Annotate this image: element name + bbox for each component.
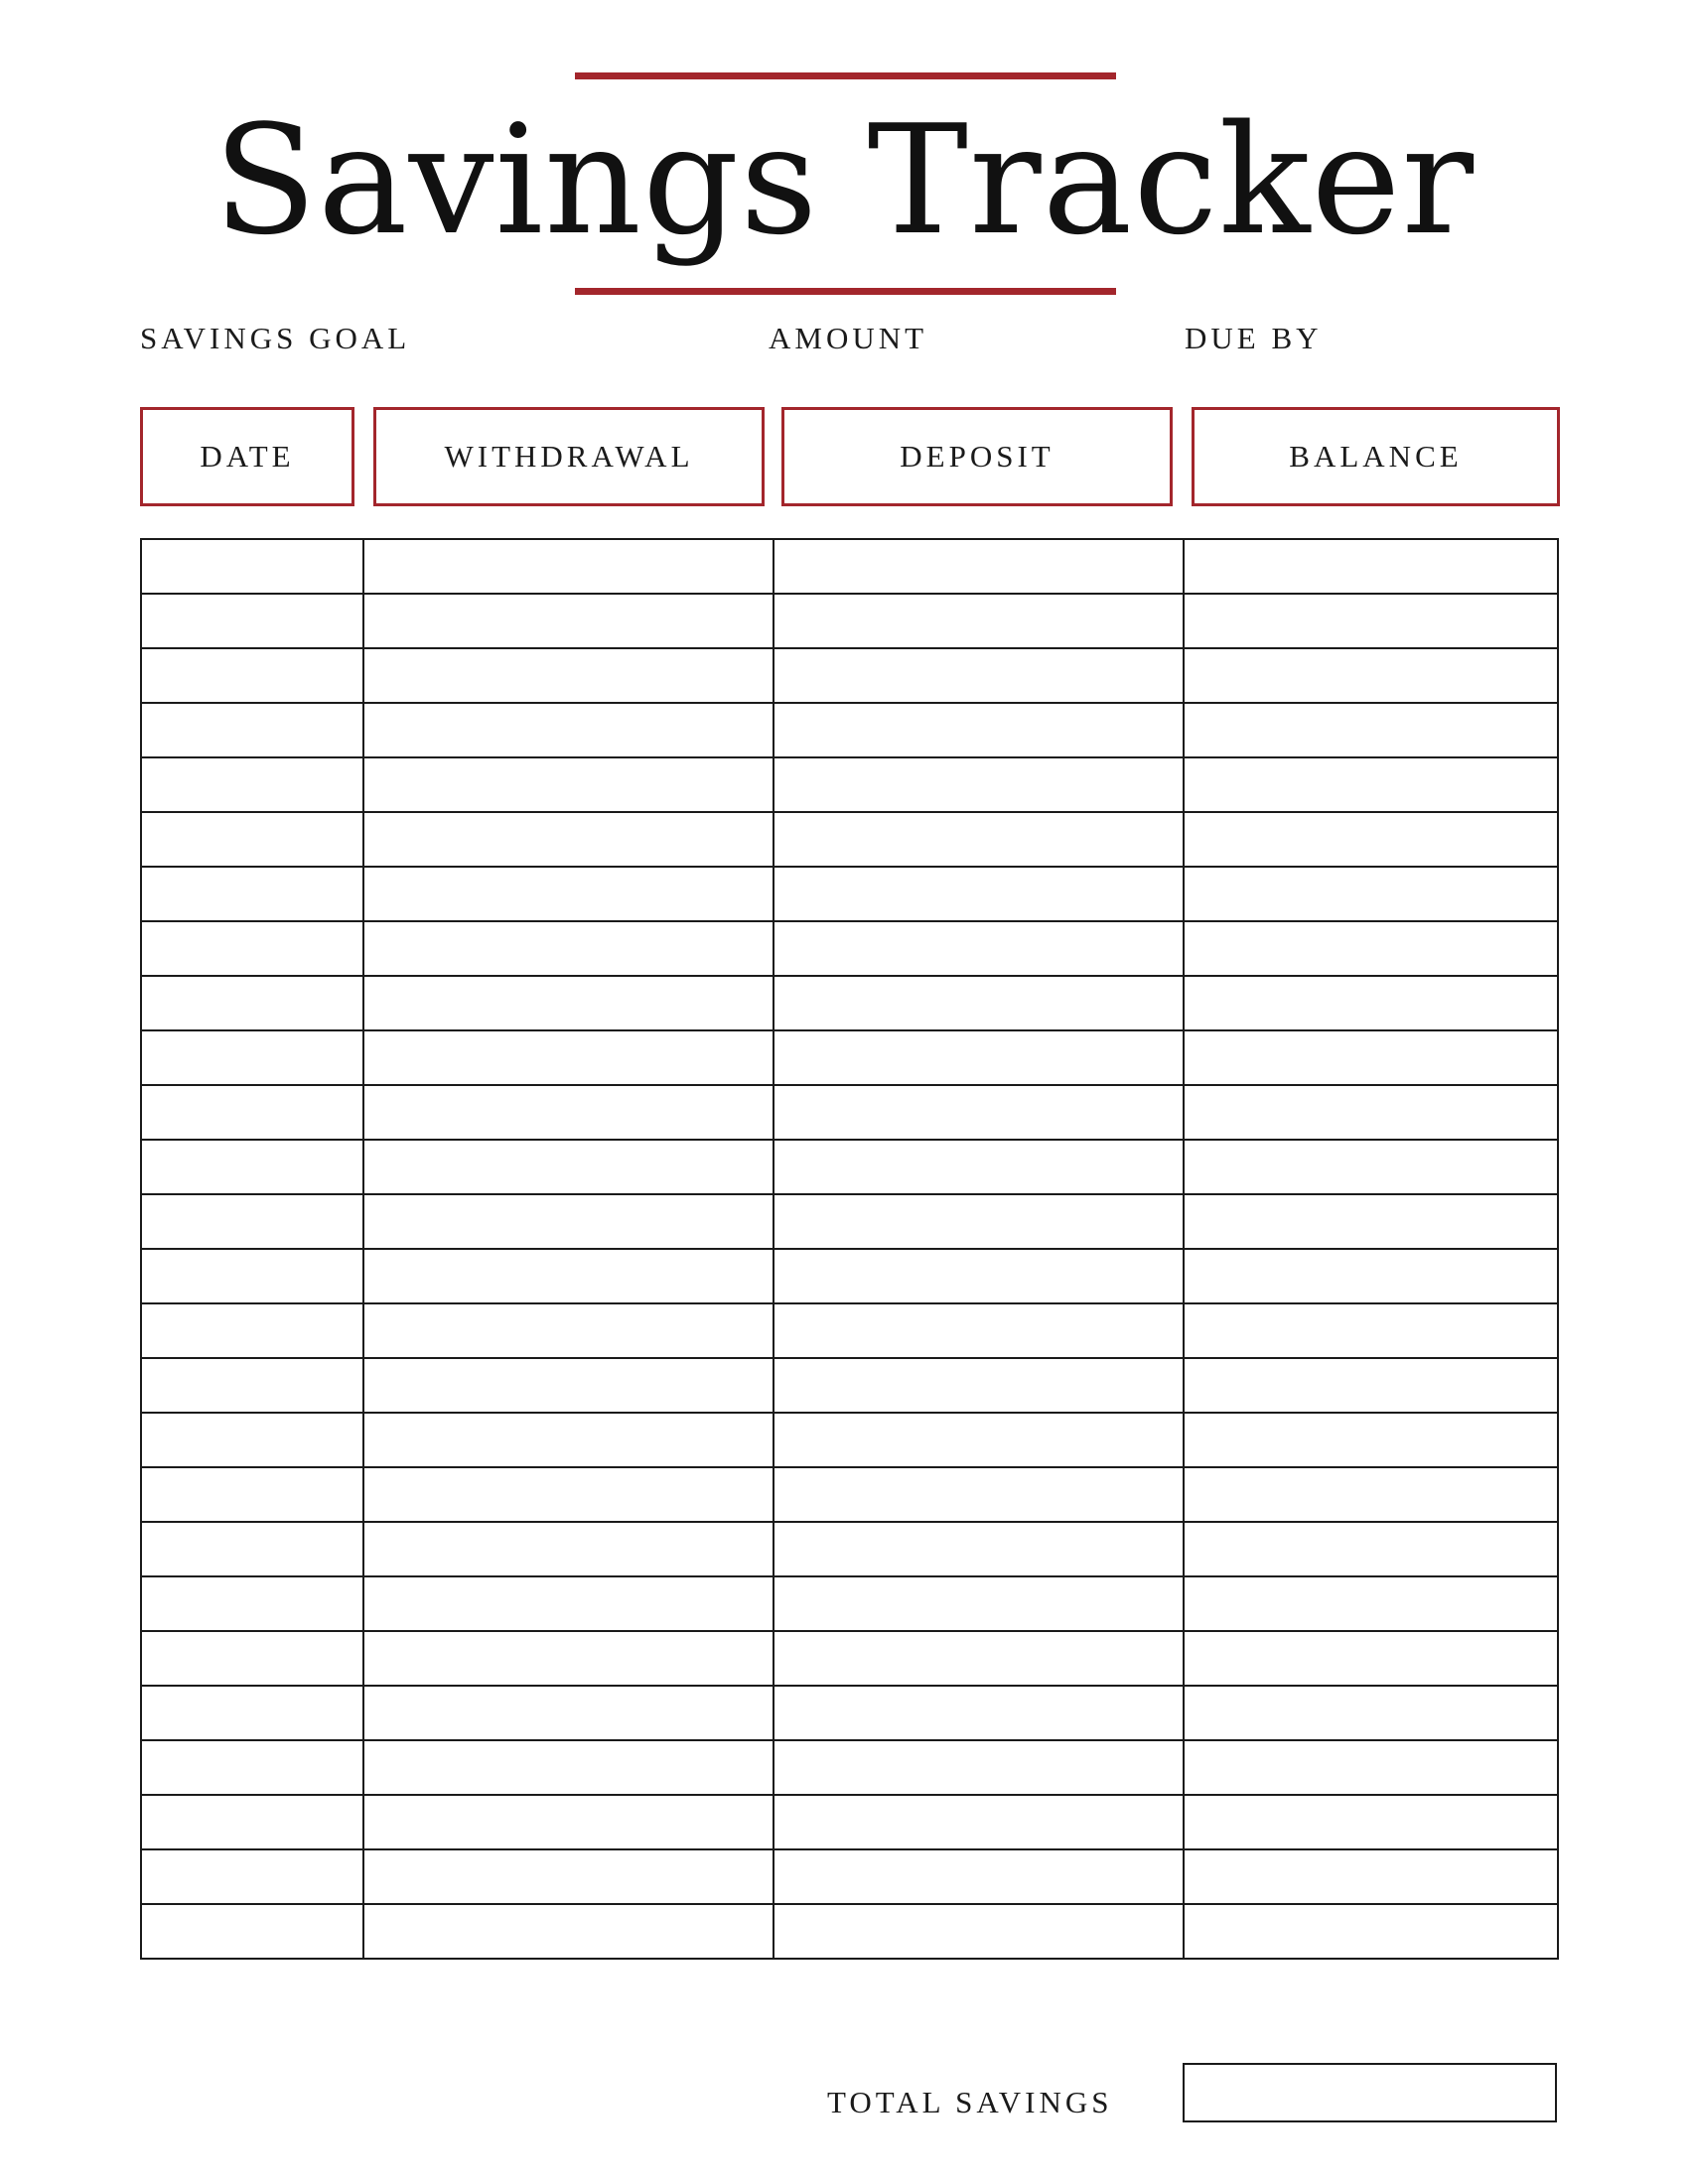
balance-cell[interactable] [1184,1522,1558,1576]
date-cell[interactable] [141,1576,363,1631]
balance-cell[interactable] [1184,703,1558,757]
withdrawal-cell[interactable] [363,1194,774,1249]
amount-label: AMOUNT [769,321,928,355]
deposit-cell[interactable] [774,703,1184,757]
withdrawal-cell[interactable] [363,1849,774,1904]
table-row [141,1576,1558,1631]
date-cell[interactable] [141,1631,363,1686]
table-row [141,1467,1558,1522]
deposit-cell[interactable] [774,1249,1184,1303]
withdrawal-cell[interactable] [363,1303,774,1358]
deposit-cell[interactable] [774,921,1184,976]
withdrawal-cell[interactable] [363,703,774,757]
withdrawal-cell[interactable] [363,1413,774,1467]
date-cell[interactable] [141,867,363,921]
date-cell[interactable] [141,812,363,867]
column-header-balance: BALANCE [1192,407,1560,506]
date-cell[interactable] [141,976,363,1030]
deposit-cell[interactable] [774,1140,1184,1194]
deposit-cell[interactable] [774,1303,1184,1358]
balance-cell[interactable] [1184,539,1558,594]
ledger-body [141,539,1558,1959]
deposit-cell[interactable] [774,1576,1184,1631]
table-row [141,1249,1558,1303]
table-row [141,867,1558,921]
date-cell[interactable] [141,648,363,703]
date-cell[interactable] [141,1030,363,1085]
date-cell[interactable] [141,1904,363,1959]
balance-cell[interactable] [1184,1631,1558,1686]
table-row [141,1140,1558,1194]
balance-cell[interactable] [1184,594,1558,648]
balance-cell[interactable] [1184,976,1558,1030]
balance-cell[interactable] [1184,1413,1558,1467]
date-cell[interactable] [141,1740,363,1795]
table-row [141,1413,1558,1467]
balance-cell[interactable] [1184,1358,1558,1413]
deposit-cell[interactable] [774,539,1184,594]
withdrawal-cell[interactable] [363,1140,774,1194]
balance-cell[interactable] [1184,1194,1558,1249]
deposit-cell[interactable] [774,1413,1184,1467]
table-row [141,1030,1558,1085]
due-by-label: DUE BY [1185,321,1323,355]
withdrawal-cell[interactable] [363,1358,774,1413]
total-savings-label: TOTAL SAVINGS [827,2085,1113,2119]
table-row [141,1740,1558,1795]
withdrawal-cell[interactable] [363,976,774,1030]
withdrawal-cell[interactable] [363,1740,774,1795]
deposit-cell[interactable] [774,1522,1184,1576]
deposit-cell[interactable] [774,1085,1184,1140]
deposit-cell[interactable] [774,594,1184,648]
deposit-cell[interactable] [774,1686,1184,1740]
balance-cell[interactable] [1184,1467,1558,1522]
balance-cell[interactable] [1184,1030,1558,1085]
table-row [141,1795,1558,1849]
deposit-cell[interactable] [774,867,1184,921]
table-row [141,594,1558,648]
date-cell[interactable] [141,594,363,648]
table-row [141,1358,1558,1413]
date-cell[interactable] [141,1849,363,1904]
table-row [141,1631,1558,1686]
date-cell[interactable] [141,1467,363,1522]
deposit-cell[interactable] [774,1194,1184,1249]
withdrawal-cell[interactable] [363,812,774,867]
balance-cell[interactable] [1184,1849,1558,1904]
balance-cell[interactable] [1184,1740,1558,1795]
withdrawal-cell[interactable] [363,1467,774,1522]
deposit-cell[interactable] [774,757,1184,812]
balance-cell[interactable] [1184,648,1558,703]
deposit-cell[interactable] [774,1030,1184,1085]
date-cell[interactable] [141,1795,363,1849]
withdrawal-cell[interactable] [363,539,774,594]
withdrawal-cell[interactable] [363,1522,774,1576]
balance-cell[interactable] [1184,812,1558,867]
deposit-cell[interactable] [774,1904,1184,1959]
balance-cell[interactable] [1184,1085,1558,1140]
table-row [141,703,1558,757]
deposit-cell[interactable] [774,648,1184,703]
withdrawal-cell[interactable] [363,1085,774,1140]
withdrawal-cell[interactable] [363,1686,774,1740]
withdrawal-cell[interactable] [363,1795,774,1849]
balance-cell[interactable] [1184,1249,1558,1303]
table-row [141,1686,1558,1740]
date-cell[interactable] [141,921,363,976]
table-row [141,1303,1558,1358]
balance-cell[interactable] [1184,1795,1558,1849]
withdrawal-cell[interactable] [363,921,774,976]
date-cell[interactable] [141,1085,363,1140]
date-cell[interactable] [141,539,363,594]
deposit-cell[interactable] [774,976,1184,1030]
withdrawal-cell[interactable] [363,757,774,812]
date-cell[interactable] [141,757,363,812]
balance-cell[interactable] [1184,921,1558,976]
withdrawal-cell[interactable] [363,1030,774,1085]
deposit-cell[interactable] [774,1631,1184,1686]
table-row [141,1194,1558,1249]
table-row [141,812,1558,867]
total-savings-cell[interactable] [1183,2063,1557,2122]
savings-goal-label: SAVINGS GOAL [140,321,411,355]
balance-cell[interactable] [1184,1576,1558,1631]
withdrawal-cell[interactable] [363,867,774,921]
balance-cell[interactable] [1184,867,1558,921]
date-cell[interactable] [141,1194,363,1249]
deposit-cell[interactable] [774,812,1184,867]
balance-cell[interactable] [1184,1904,1558,1959]
deposit-cell[interactable] [774,1849,1184,1904]
page-title: Savings Tracker [212,92,1476,268]
date-cell[interactable] [141,1522,363,1576]
balance-cell[interactable] [1184,1686,1558,1740]
balance-cell[interactable] [1184,1140,1558,1194]
table-row [141,1904,1558,1959]
date-cell[interactable] [141,1358,363,1413]
table-row [141,648,1558,703]
balance-cell[interactable] [1184,1303,1558,1358]
withdrawal-cell[interactable] [363,648,774,703]
date-cell[interactable] [141,703,363,757]
deposit-cell[interactable] [774,1467,1184,1522]
title-top-rule [575,72,1116,79]
table-row [141,1522,1558,1576]
table-row [141,757,1558,812]
ledger-table [140,538,1559,1960]
date-cell[interactable] [141,1249,363,1303]
date-cell[interactable] [141,1413,363,1467]
withdrawal-cell[interactable] [363,1631,774,1686]
date-cell[interactable] [141,1140,363,1194]
deposit-cell[interactable] [774,1358,1184,1413]
table-row [141,921,1558,976]
table-row [141,1849,1558,1904]
date-cell[interactable] [141,1303,363,1358]
title-bottom-rule [575,288,1116,295]
column-header-deposit: DEPOSIT [781,407,1173,506]
column-header-date: DATE [140,407,354,506]
balance-cell[interactable] [1184,757,1558,812]
withdrawal-cell[interactable] [363,1576,774,1631]
column-header-withdrawal: WITHDRAWAL [373,407,765,506]
table-row [141,1085,1558,1140]
table-row [141,539,1558,594]
withdrawal-cell[interactable] [363,1249,774,1303]
withdrawal-cell[interactable] [363,594,774,648]
deposit-cell[interactable] [774,1795,1184,1849]
date-cell[interactable] [141,1686,363,1740]
deposit-cell[interactable] [774,1740,1184,1795]
table-row [141,976,1558,1030]
withdrawal-cell[interactable] [363,1904,774,1959]
